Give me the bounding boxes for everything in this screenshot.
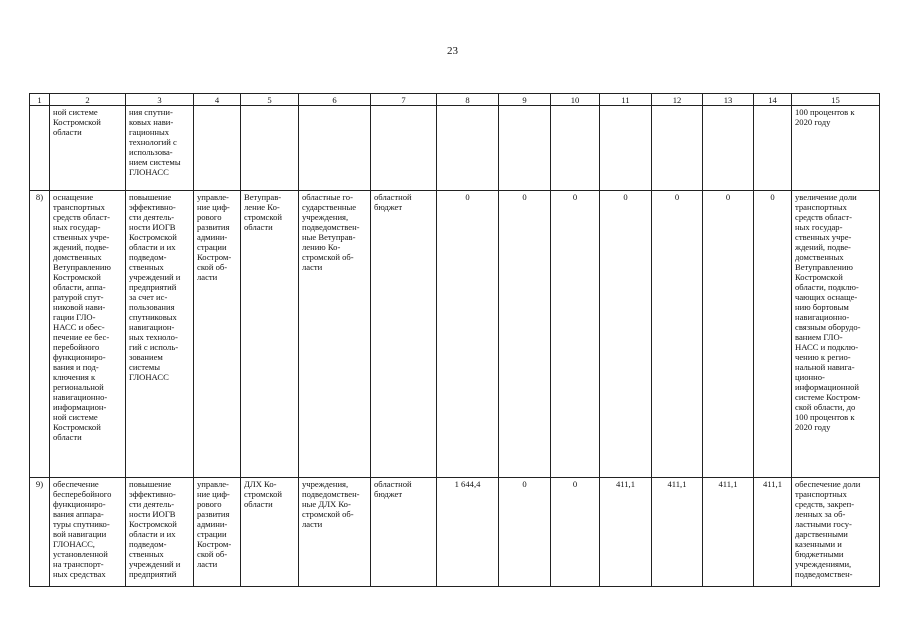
total-amount-cell: [437, 106, 499, 191]
year-amount-cell: 0: [600, 191, 652, 478]
participants-cell: [299, 106, 371, 191]
row-index: 8): [30, 191, 50, 478]
executor-cell: [241, 106, 299, 191]
total-amount-cell: 1 644,4: [437, 478, 499, 587]
table-row-8: [30, 191, 880, 478]
year-amount-cell: 411,1: [652, 478, 703, 587]
goal-cell: повышение эффективно- сти деятель- ности ИОГВ Костромской области и их подведом- ственных учреждений и предприятий: [126, 478, 194, 587]
column-number: 15: [792, 94, 880, 106]
coordinator-cell: управле- ние циф- рового развития админи- страции Костром- ской об- ласти: [194, 478, 241, 587]
year-amount-cell: 0: [499, 191, 551, 478]
year-amount-cell: [600, 106, 652, 191]
year-amount-cell: [551, 106, 600, 191]
column-number: 10: [551, 94, 600, 106]
table-row-9: [30, 478, 880, 587]
column-number: 1: [30, 94, 50, 106]
column-number: 11: [600, 94, 652, 106]
event-name-cell: обеспечение бесперебойного функциониро- вания аппара- туры спутнико- вой навигации ГЛОНАСС, установленной на транспорт- ных средствах: [50, 478, 126, 587]
year-amount-cell: 0: [551, 191, 600, 478]
column-number: 8: [437, 94, 499, 106]
goal-cell: повышение эффективно- сти деятель- ности ИОГВ Костромской области и их подведом- ственных учреждений и предприятий за счет ис- пользования спутниковых навигацион- ных техноло- гий с исполь- зованием системы ГЛОНАСС: [126, 191, 194, 478]
year-amount-cell: [703, 106, 754, 191]
expected-result-cell: обеспечение доли транспортных средств, закреп- ленных за об- ластными госу- дарственными казенными и бюджетными учреждениями, подведомствен-: [792, 478, 880, 587]
year-amount-cell: 411,1: [600, 478, 652, 587]
expected-result-cell: увеличение доли транспортных средств област- ных государ- ственных учре- ждений, подве- домственных Ветуправлению Костромской области, подклю- чающих оснаще- нию бортовым навигационно- связным оборудо- ванием ГЛО- НАСС и подклю- чению к регио- нальной навига- ционно- информационной системе Костром- ской области, до 100 процентов к 2020 году: [792, 191, 880, 478]
column-number: 6: [299, 94, 371, 106]
goal-cell: ния спутни- ковых нави- гационных технологий с использова- нием системы ГЛОНАСС: [126, 106, 194, 191]
executor-cell: ДЛХ Ко- стромской области: [241, 478, 299, 587]
year-amount-cell: 0: [754, 191, 792, 478]
column-number: 12: [652, 94, 703, 106]
year-amount-cell: [652, 106, 703, 191]
column-number-row: [30, 94, 880, 106]
total-amount-cell: 0: [437, 191, 499, 478]
column-number: 3: [126, 94, 194, 106]
column-number: 5: [241, 94, 299, 106]
column-number: 2: [50, 94, 126, 106]
participants-cell: областные го- сударственные учреждения, подведомствен- ные Ветуправ- лению Ко- стромской об- ласти: [299, 191, 371, 478]
year-amount-cell: 0: [652, 191, 703, 478]
year-amount-cell: [499, 106, 551, 191]
year-amount-cell: 411,1: [703, 478, 754, 587]
column-number: 14: [754, 94, 792, 106]
event-name-cell: ной системе Костромской области: [50, 106, 126, 191]
funding-source-cell: областной бюджет: [371, 478, 437, 587]
table-row-continuation: [30, 106, 880, 191]
funding-source-cell: [371, 106, 437, 191]
year-amount-cell: 0: [499, 478, 551, 587]
year-amount-cell: 411,1: [754, 478, 792, 587]
participants-cell: учреждения, подведомствен- ные ДЛХ Ко- стромской об- ласти: [299, 478, 371, 587]
executor-cell: Ветуправ- ление Ко- стромской области: [241, 191, 299, 478]
column-number: 13: [703, 94, 754, 106]
coordinator-cell: [194, 106, 241, 191]
row-index: [30, 106, 50, 191]
column-number: 4: [194, 94, 241, 106]
program-table: [29, 93, 880, 587]
coordinator-cell: управле- ние циф- рового развития админи- страции Костром- ской об- ласти: [194, 191, 241, 478]
year-amount-cell: 0: [703, 191, 754, 478]
event-name-cell: оснащение транспортных средств област- ных государ- ственных учре- ждений, подве- домственных Ветуправлению Костромской области, аппа- ратурой спут- никовой нави- гации ГЛО- НАСС и обес- печение ее бес- перебойного функциониро- вания и под- ключения к региональной навигационно- информацион- ной системе Костромской области: [50, 191, 126, 478]
year-amount-cell: 0: [551, 478, 600, 587]
row-index: 9): [30, 478, 50, 587]
page-number: 23: [447, 45, 458, 57]
column-number: 9: [499, 94, 551, 106]
year-amount-cell: [754, 106, 792, 191]
funding-source-cell: областной бюджет: [371, 191, 437, 478]
column-number: 7: [371, 94, 437, 106]
expected-result-cell: 100 процентов к 2020 году: [792, 106, 880, 191]
